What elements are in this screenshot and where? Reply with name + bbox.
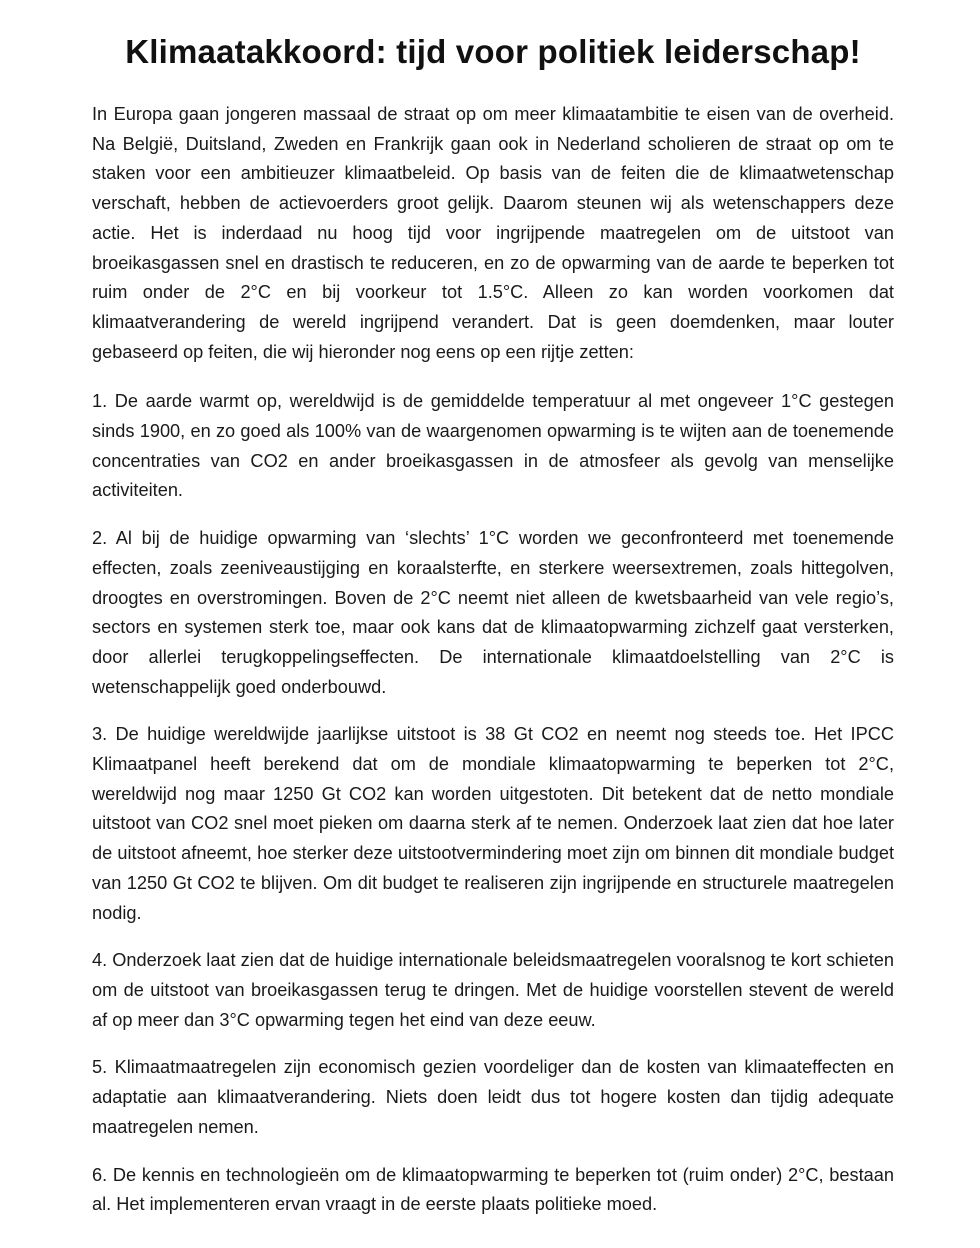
- point-1-paragraph: 1. De aarde warmt op, wereldwijd is de gemiddelde temperatuur al met ongeveer 1°C gestegen sinds 1900, en zo goed als 100% van de waargenomen opwarming is te wijten aan de toenemende concentraties van CO2 en ander broeikasgassen in de atmosfeer als gevolg van menselijke activiteiten.: [92, 391, 894, 501]
- document-title: Klimaatakkoord: tijd voor politiek leiderschap!: [125, 33, 861, 70]
- point-5-paragraph: 5. Klimaatmaatregelen zijn economisch gezien voordeliger dan de kosten van klimaateffecten en adaptatie aan klimaatverandering. Niets doen leidt dus tot hogere kosten dan tijdig adequate maatregelen nemen.: [92, 1057, 894, 1137]
- point-4-paragraph: 4. Onderzoek laat zien dat de huidige internationale beleidsmaatregelen vooralsnog te kort schieten om de uitstoot van broeikasgassen terug te dringen. Met de huidige voorstellen stevent de wereld af op meer dan 3°C opwarming tegen het eind van deze eeuw.: [92, 950, 894, 1030]
- point-3-paragraph: 3. De huidige wereldwijde jaarlijkse uitstoot is 38 Gt CO2 en neemt nog steeds toe. Het IPCC Klimaatpanel heeft berekend dat om de mondiale klimaatopwarming te beperken tot 2°C, wereldwijd nog maar 1250 Gt CO2 kan worden uitgestoten. Dit betekent dat de netto mondiale uitstoot van CO2 snel moet pieken om daarna sterk af te nemen. Onderzoek laat zien dat hoe later de uitstoot afneemt, hoe sterker deze uitstootvermindering moet zijn om binnen dit mondiale budget van 1250 Gt CO2 te blijven. Om dit budget te realiseren zijn ingrijpende en structurele maatregelen nodig.: [92, 724, 894, 923]
- point-2-paragraph: 2. Al bij de huidige opwarming van ‘slechts’ 1°C worden we geconfronteerd met toenemende effecten, zoals zeeniveaustijging en koraalsterfte, en sterkere weersextremen, zoals hittegolven, droogtes en overstromingen. Boven de 2°C neemt niet alleen de kwetsbaarheid van vele regio’s, sectors en systemen sterk toe, maar ook kans dat de klimaatopwarming zichzelf gaat versterken, door allerlei terugkoppelingseffecten. De internationale klimaatdoelstelling van 2°C is wetenschappelijk goed onderbouwd.: [92, 528, 894, 697]
- point-6-paragraph: 6. De kennis en technologieën om de klimaatopwarming te beperken tot (ruim onder) 2°C, bestaan al. Het implementeren ervan vraagt in de eerste plaats politieke moed.: [92, 1164, 894, 1215]
- intro-paragraph: In Europa gaan jongeren massaal de straat op om meer klimaatambitie te eisen van de overheid. Na België, Duitsland, Zweden en Frankrijk gaan ook in Nederland scholieren de straat op om te staken voor een ambitieuzer klimaatbeleid. Op basis van de feiten die de klimaatwetenschap verschaft, hebben de actievoerders groot gelijk. Daarom steunen wij als wetenschappers deze actie. Het is inderdaad nu hoog tijd voor ingrijpende maatregelen om de uitstoot van broeikasgassen snel en drastisch te reduceren, en zo de opwarming van de aarde te beperken tot ruim onder de 2°C en bij voorkeur tot 1.5°C. Alleen zo kan worden voorkomen dat klimaatverandering de wereld ingrijpend verandert. Dat is geen doemdenken, maar louter gebaseerd op feiten, die wij hieronder nog eens op een rijtje zetten:: [92, 104, 894, 362]
